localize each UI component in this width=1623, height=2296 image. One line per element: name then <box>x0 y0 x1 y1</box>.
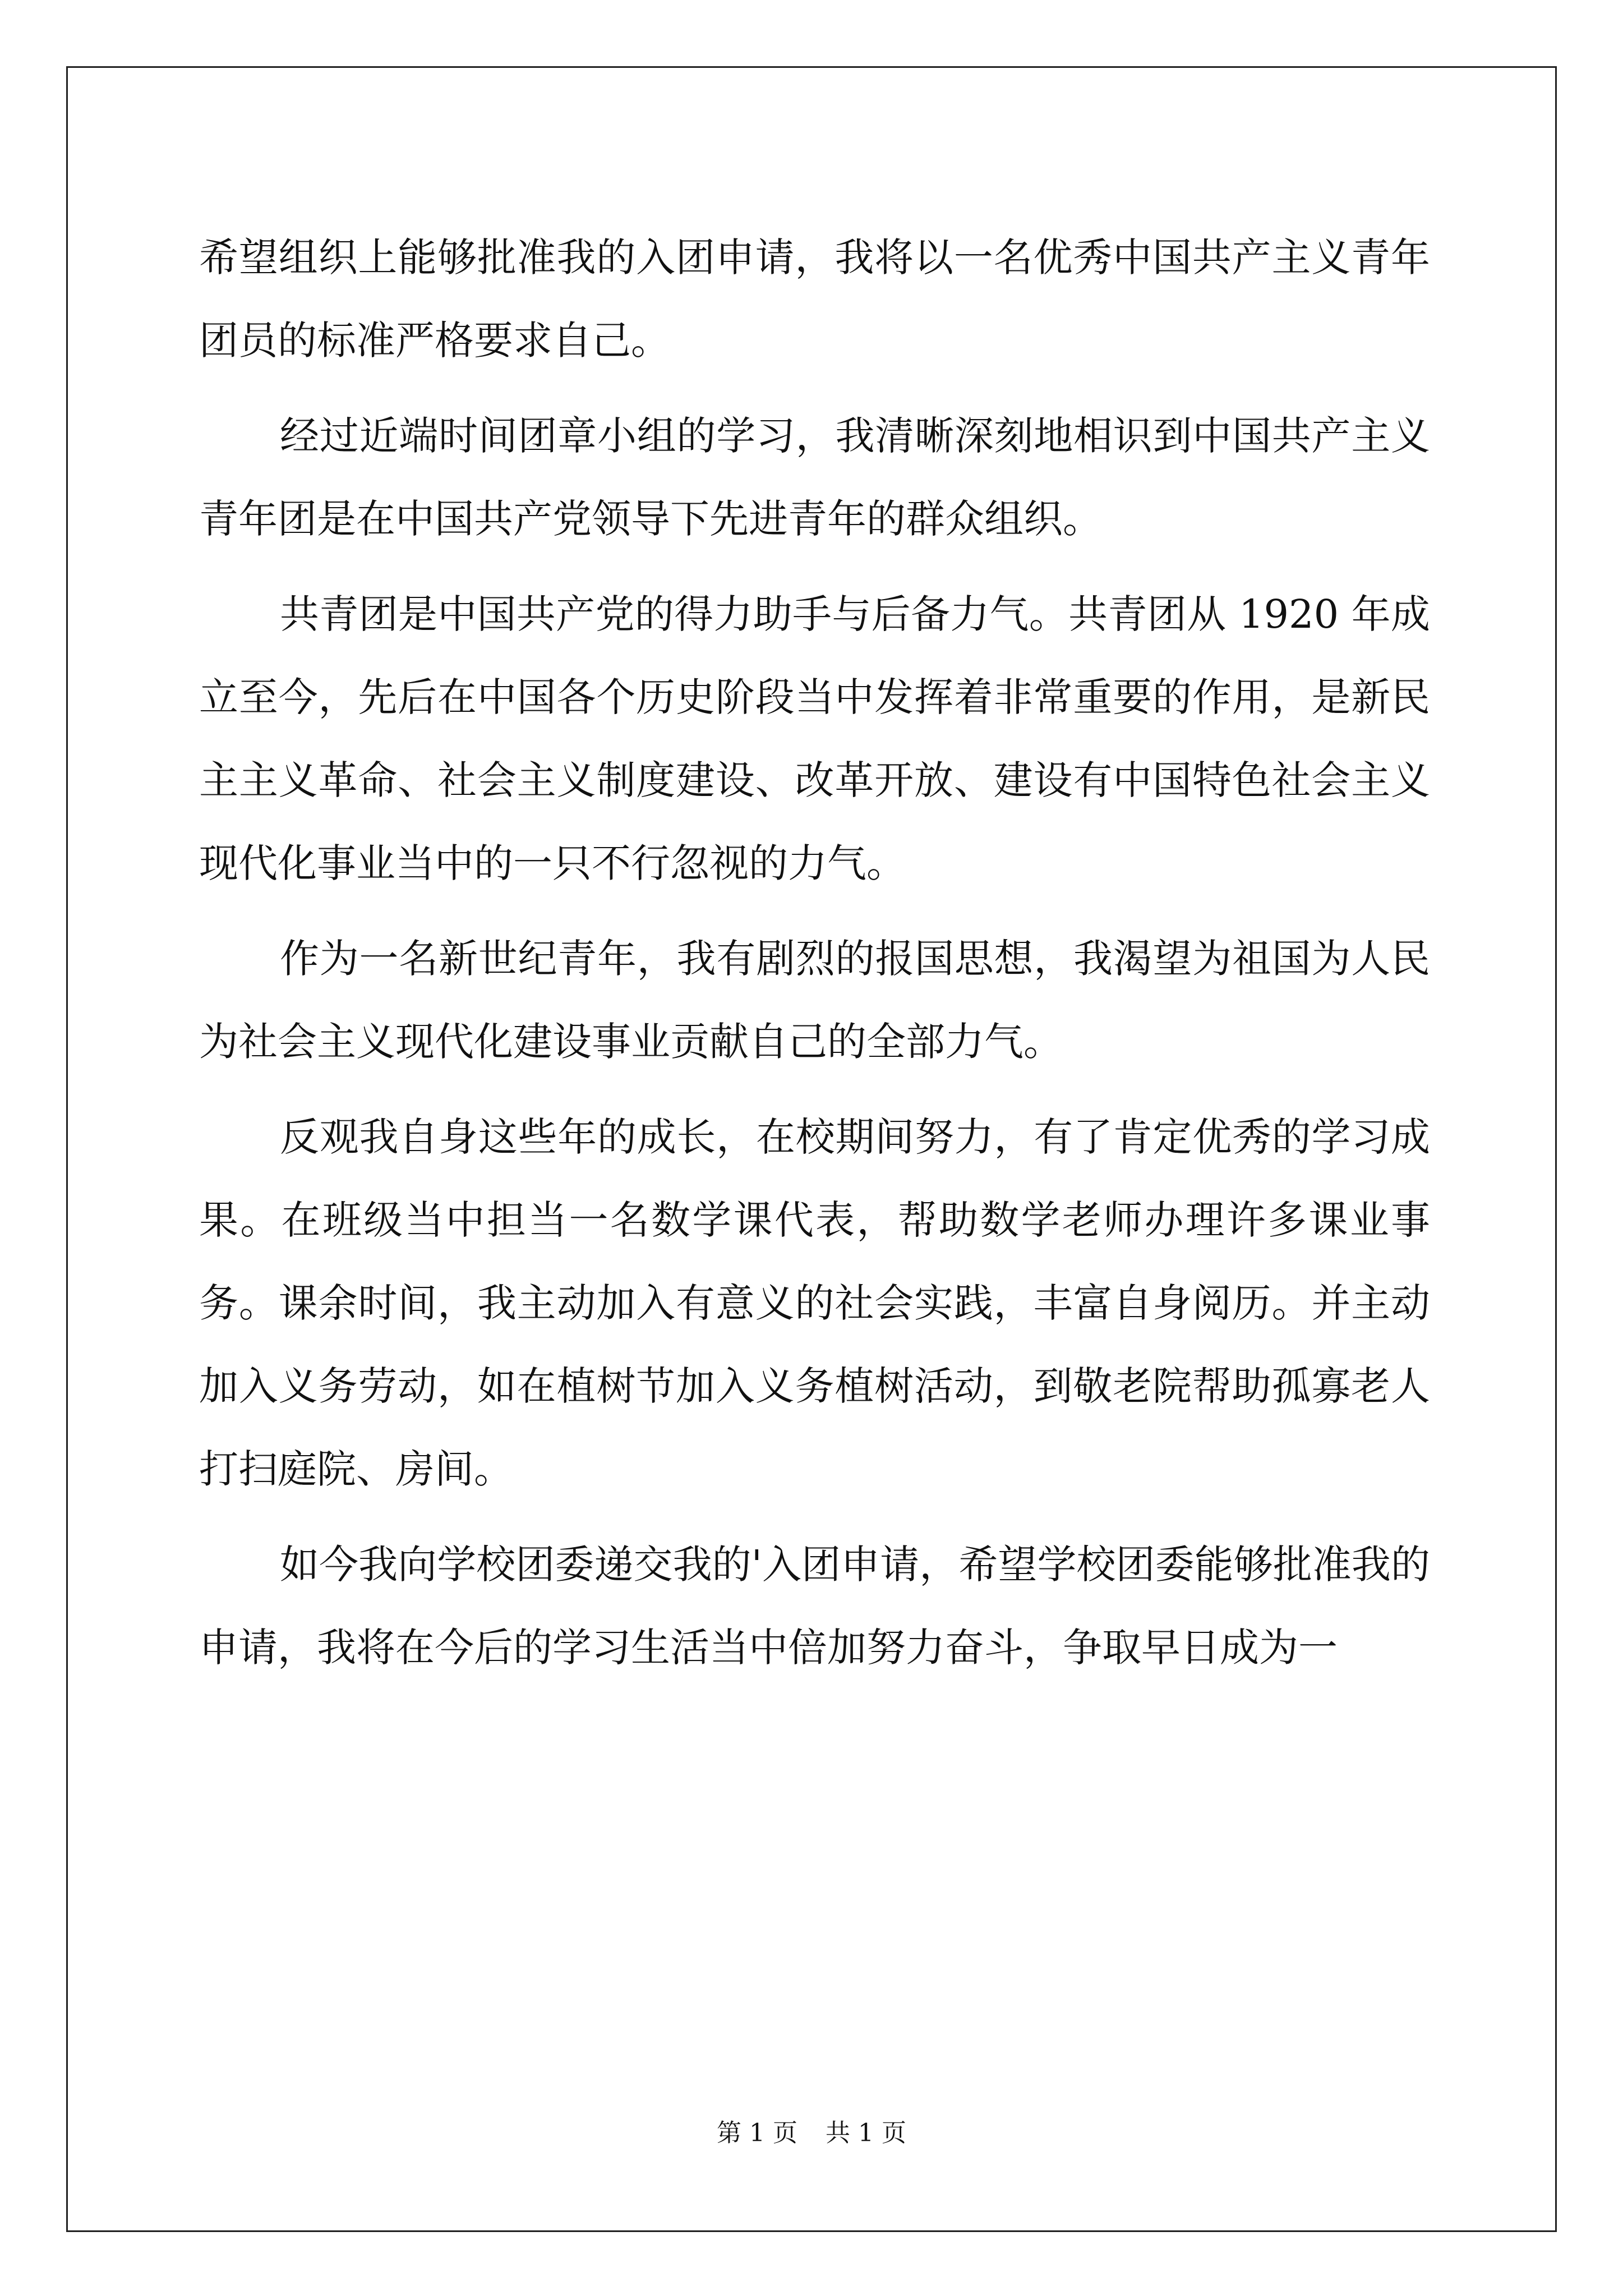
page-total: 共 1 页 <box>826 2119 906 2147</box>
paragraph: 反观我自身这些年的成长，在校期间努力，有了肯定优秀的学习成果。在班级当中担当一名数学课代表，帮助数学老师办理许多课业事务。课余时间，我主动加入有意义的社会实践，丰富自身阅历。并主动加入义务劳动，如在植树节加入义务植树活动，到敬老院帮助孤寡老人打扫庭院、房间。 <box>199 1114 1430 1492</box>
paragraph: 如今我向学校团委递交我的'入团申请，希望学校团委能够批准我的申请，我将在今后的学习生活当中倍加努力奋斗，争取早日成为一 <box>199 1542 1430 1671</box>
page-footer <box>0 2113 1623 2148</box>
paragraph: 希望组织上能够批准我的入团申请，我将以一名优秀中国共产主义青年团员的标准严格要求自己。 <box>199 234 1430 364</box>
paragraph: 作为一名新世纪青年，我有剧烈的报国思想，我渴望为祖国为人民为社会主义现代化建设事业贡献自己的全部力气。 <box>199 936 1430 1065</box>
document-body <box>199 216 1430 1701</box>
page-number: 第 1 页 <box>717 2119 797 2147</box>
paragraph: 共青团是中国共产党的得力助手与后备力气。共青团从 1920 年成立至今，先后在中国各个历史阶段当中发挥着非常重要的作用，是新民主主义革命、社会主义制度建设、改革开放、建设有中国特色社会主义现代化事业当中的一只不行忽视的力气。 <box>199 591 1430 886</box>
paragraph: 经过近端时间团章小组的学习，我清晰深刻地相识到中国共产主义青年团是在中国共产党领导下先进青年的群众组织。 <box>199 413 1430 542</box>
